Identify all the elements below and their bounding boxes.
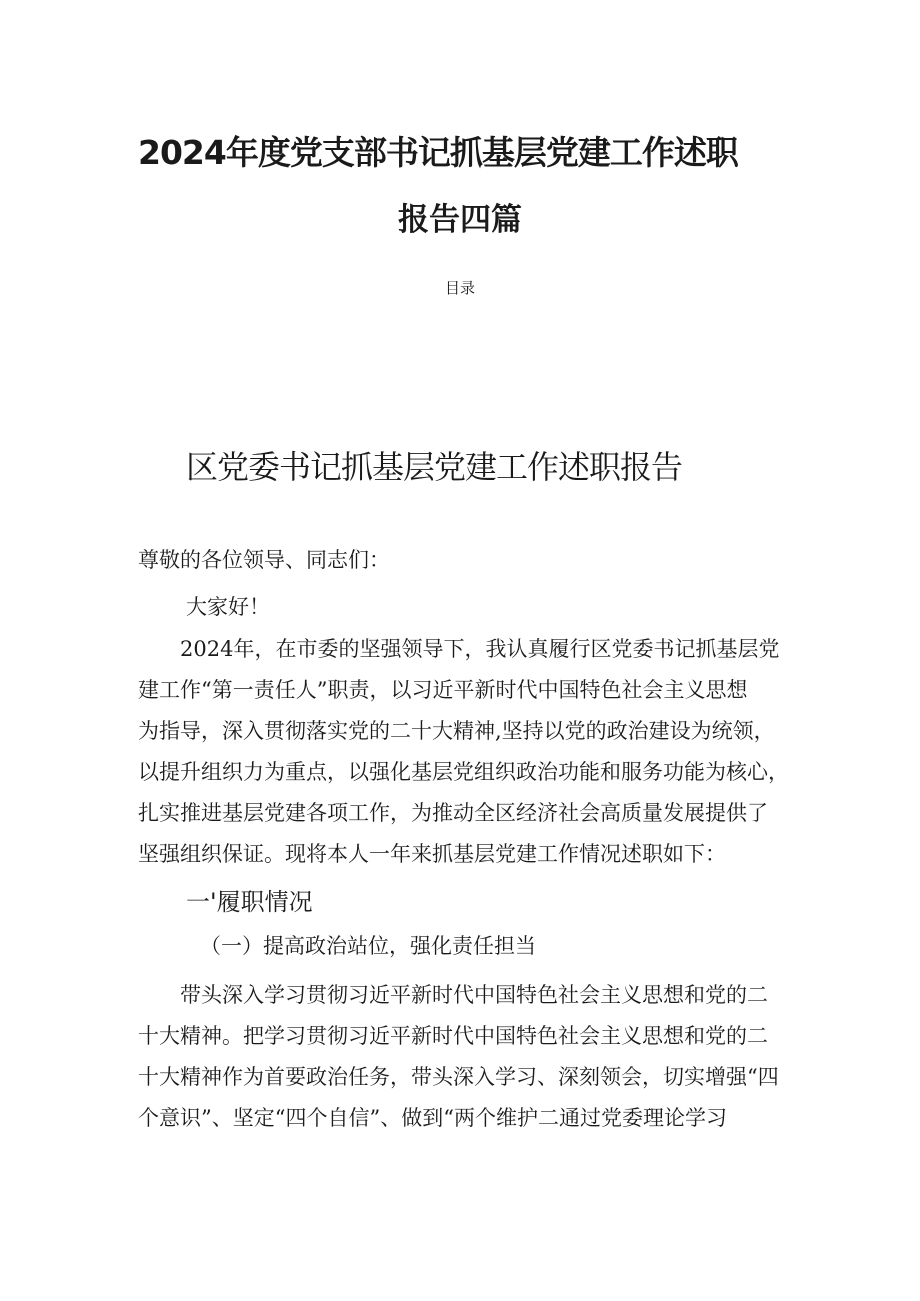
paragraph-line: 为指导，深入贯彻落实党的二十大精神,坚持以党的政治建设为统领， bbox=[138, 719, 775, 743]
document-title-line-1: 2024年度党支部书记抓基层党建工作述职 bbox=[138, 133, 738, 172]
paragraph-line: 坚强组织保证。现将本人一年来抓基层党建工作情况述职如下： bbox=[138, 842, 726, 866]
section-title: 区党委书记抓基层党建工作述职报告 bbox=[186, 448, 683, 486]
document-title-line-2: 报告四篇 bbox=[398, 202, 522, 238]
toc-label: 目录 bbox=[444, 279, 475, 297]
heading-1: 一'履职情况 bbox=[186, 888, 313, 916]
salutation: 尊敬的各位领导、同志们： bbox=[138, 548, 390, 572]
heading-1-1: （一）提高政治站位，强化责任担当 bbox=[200, 934, 536, 958]
paragraph-line: 建工作“第一责任人”职责，以习近平新时代中国特色社会主义思想 bbox=[138, 678, 748, 702]
paragraph-1 bbox=[138, 629, 798, 875]
paragraph-line: 十大精神作为首要政治任务，带头深入学习、深刻领会，切实增强“四 bbox=[138, 1065, 779, 1089]
paragraph-line: 扎实推进基层党建各项工作，为推动全区经济社会高质量发展提供了 bbox=[138, 801, 768, 825]
paragraph-line: 以提升组织力为重点，以强化基层党组织政治功能和服务功能为核心， bbox=[138, 760, 789, 784]
paragraph-line: 带头深入学习贯彻习近平新时代中国特色社会主义思想和党的二 bbox=[138, 983, 768, 1007]
paragraph-line: 2024年，在市委的坚强领导下，我认真履行区党委书记抓基层党 bbox=[138, 637, 780, 661]
paragraph-line: 个意识”、坚定“四个自信”、做到“两个维护二通过党委理论学习 bbox=[138, 1106, 727, 1130]
greeting: 大家好！ bbox=[186, 595, 270, 619]
paragraph-line: 十大精神。把学习贯彻习近平新时代中国特色社会主义思想和党的二 bbox=[138, 1024, 768, 1048]
paragraph-2 bbox=[138, 975, 798, 1139]
